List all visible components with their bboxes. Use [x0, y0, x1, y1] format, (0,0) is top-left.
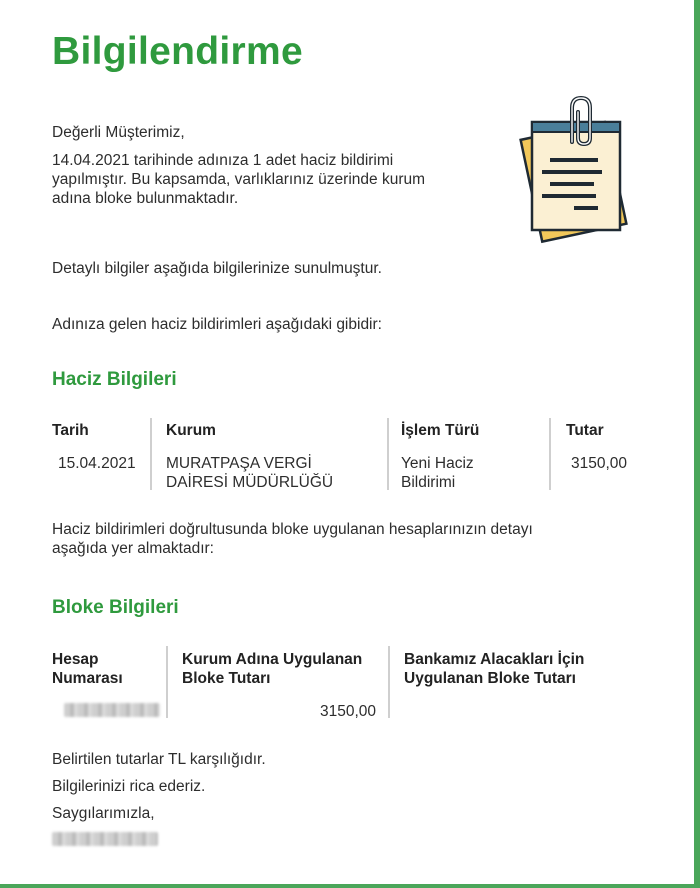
page-border-right: [694, 0, 700, 888]
col-header-hesap-numarasi: [52, 650, 123, 688]
notepad-clip-icon: [512, 94, 642, 244]
footer-line-3: Saygılarımızla,: [52, 805, 155, 822]
redacted-signature-name: [52, 832, 158, 846]
header-line: Numarası: [52, 670, 123, 687]
header-line: Bloke Tutarı: [182, 670, 271, 687]
haciz-kurum-value: [166, 454, 333, 492]
page-title: Bilgilendirme: [52, 30, 303, 73]
greeting-text: Değerli Müşterimiz,: [52, 124, 185, 141]
footer-line-2: Bilgilerinizi rica ederiz.: [52, 778, 206, 795]
table-divider: [549, 418, 551, 490]
footer-line-1: Belirtilen tutarlar TL karşılığıdır.: [52, 751, 266, 768]
col-header-kurum-bloke: [182, 650, 362, 688]
col-header-kurum: Kurum: [166, 422, 216, 439]
table-divider: [388, 646, 390, 718]
haciz-note: [52, 520, 533, 558]
redacted-account-number: [64, 703, 160, 717]
intro-paragraph: [52, 151, 472, 208]
table-divider: [387, 418, 389, 490]
page-border-bottom: [0, 884, 700, 888]
col-header-islem-turu: İşlem Türü: [401, 422, 480, 439]
bloke-heading: Bloke Bilgileri: [52, 597, 179, 618]
col-header-tutar: Tutar: [566, 422, 604, 439]
col-header-banka-bloke: [404, 650, 584, 688]
haciz-islem-value: [401, 454, 474, 492]
intro-line: 14.04.2021 tarihinde adınıza 1 adet haciz bildirimi: [52, 152, 394, 169]
header-line: Bankamız Alacakları İçin: [404, 651, 585, 668]
details-text: Detaylı bilgiler aşağıda bilgilerinize sunulmuştur.: [52, 260, 382, 277]
haciz-note-line: Haciz bildirimleri doğrultusunda bloke uygulanan hesaplarınızın detayı: [52, 521, 533, 538]
intro-line: yapılmıştır. Bu kapsamda, varlıklarınız üzerinde kurum: [52, 171, 426, 188]
table-divider: [166, 646, 168, 718]
haciz-heading: Haciz Bilgileri: [52, 369, 177, 390]
islem-line: Yeni Haciz: [401, 455, 474, 472]
table-divider: [150, 418, 152, 490]
kurum-line: DAİRESİ MÜDÜRLÜĞÜ: [166, 474, 334, 491]
haciz-tarih-value: 15.04.2021: [58, 455, 136, 472]
islem-line: Bildirimi: [401, 474, 456, 491]
kurum-line: MURATPAŞA VERGİ: [166, 455, 312, 472]
header-line: Uygulanan Bloke Tutarı: [404, 670, 576, 687]
header-line: Hesap: [52, 651, 99, 668]
bloke-kurum-value: 3150,00: [320, 703, 377, 720]
haciz-tutar-value: 3150,00: [571, 455, 628, 472]
intro-line: adına bloke bulunmaktadır.: [52, 190, 239, 207]
haciz-note-line: aşağıda yer almaktadır:: [52, 540, 214, 557]
col-header-tarih: Tarih: [52, 422, 89, 439]
list-intro-text: Adınıza gelen haciz bildirimleri aşağıdaki gibidir:: [52, 316, 382, 333]
header-line: Kurum Adına Uygulanan: [182, 651, 363, 668]
